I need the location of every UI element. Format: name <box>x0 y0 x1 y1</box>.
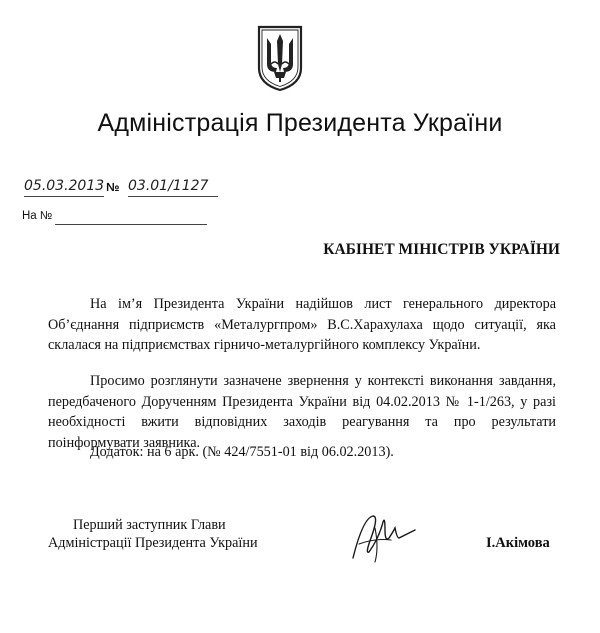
addressee: КАБІНЕТ МІНІСТРІВ УКРАЇНИ <box>323 241 560 258</box>
body-paragraph: На ім’я Президента України надійшов лист генерального директора Об’єднання підприємств «Металургпром» В.С.Харахулаха щодо ситуації, яка склалася на підприємствах гірничо-металургійного комплексу України. <box>48 296 556 353</box>
signer-name: І.Акімова <box>486 535 550 551</box>
organization-title: Адміністрація Президента України <box>97 109 503 137</box>
reference-number-blank-line <box>55 224 207 225</box>
signer-title-line1: Перший заступник Глави <box>73 517 226 533</box>
registration-number-label: № <box>106 180 120 194</box>
trident-coat-of-arms-icon <box>256 24 304 92</box>
handwritten-signature-icon <box>345 508 417 564</box>
attachment-note: Додаток: на 6 арк. (№ 424/7551-01 від 06.02.2013). <box>90 444 394 460</box>
registration-date: 05.03.2013 <box>24 178 104 197</box>
registration-number: 03.01/1127 <box>128 178 218 197</box>
body-paragraph: Просимо розглянути зазначене звернення у контексті виконання завдання, передбаченого Дорученням Президента України від 04.02.2013 № 1-1/263, у разі необхідності вжити відповідних заходів реагування та про результати поінформувати заявника. <box>48 373 556 451</box>
signer-title-line2: Адміністрації Президента України <box>48 535 258 551</box>
reference-number-label: На № <box>22 210 53 222</box>
